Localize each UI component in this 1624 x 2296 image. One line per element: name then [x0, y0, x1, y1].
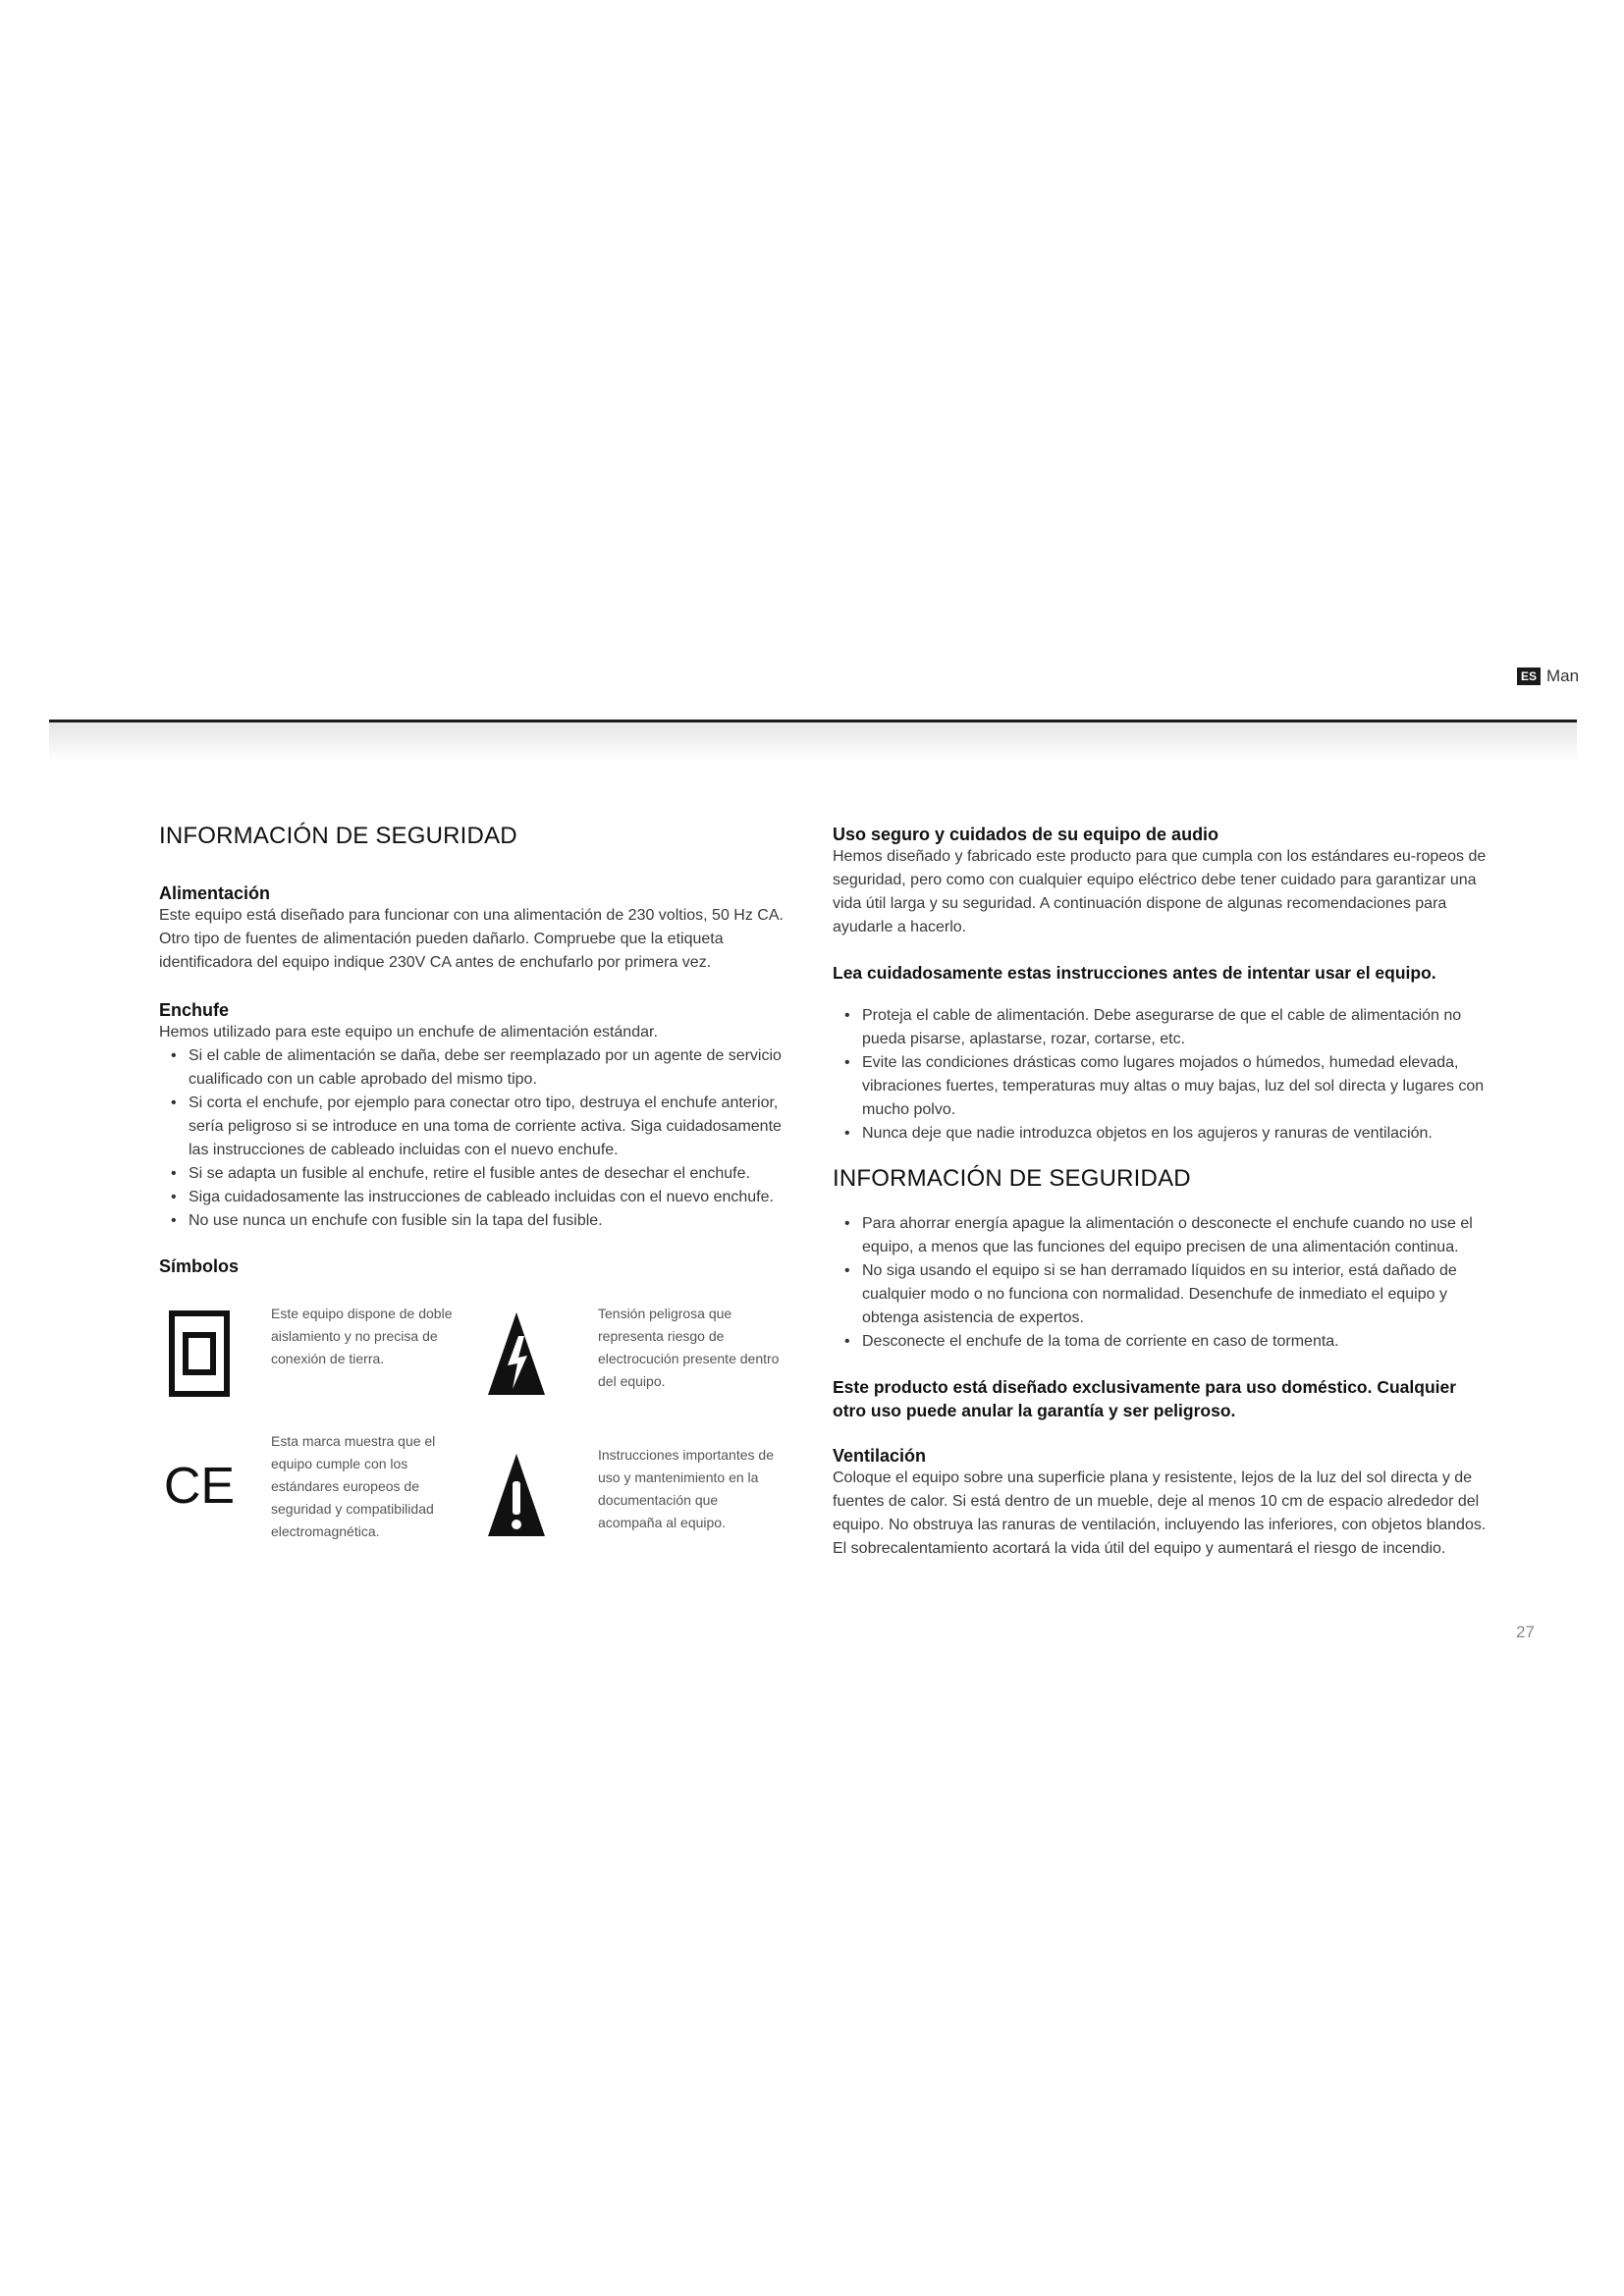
safety-list — [833, 1212, 1490, 1354]
list-item: • Desconecte el enchufe de la toma de corriente en caso de tormenta. — [833, 1330, 1490, 1354]
list-item: • Nunca deje que nadie introduzca objetos en los agujeros y ranuras de ventilación. — [833, 1122, 1490, 1146]
symbol-ce — [163, 1430, 458, 1543]
care-list — [833, 1004, 1490, 1146]
safety-title: INFORMACIÓN DE SEGURIDAD — [159, 823, 517, 849]
lea-instruction: Lea cuidadosamente estas instrucciones antes de intentar usar el equipo. — [833, 963, 1436, 983]
page-number: 27 — [1516, 1623, 1535, 1641]
symbol-instructions — [486, 1444, 785, 1538]
alimentacion-heading: Alimentación — [159, 883, 271, 903]
alimentacion-text: Este equipo está diseñado para funcionar con una alimentación de 230 voltios, 50 Hz CA. Otro tipo de fuentes de alimentación pueden dañarlo. Compruebe que la etiqueta identificadora del equipo indique 230V CA antes de enchufarlo por primera vez. — [159, 907, 784, 971]
language-tag — [1517, 667, 1579, 686]
list-item: • Proteja el cable de alimentación. Debe asegurarse de que el cable de alimentación no pueda pisarse, aplastarse, rozar, cortarse, etc. — [833, 1004, 1490, 1051]
manual-label: Man — [1546, 667, 1580, 685]
symbol-voltage — [486, 1303, 785, 1397]
uso-heading: Uso seguro y cuidados de su equipo de audio — [833, 825, 1219, 844]
right-column — [833, 825, 1490, 1561]
domestic-use-notice: Este producto está diseñado exclusivamente para uso doméstico. Cualquier otro uso puede anular la garantía y ser peligroso. — [833, 1377, 1457, 1420]
ce-text: Esta marca muestra que el equipo cumple con los estándares europeos de seguridad y compatibilidad electromagnética. — [271, 1433, 436, 1539]
list-item: • Siga cuidadosamente las instrucciones de cableado incluidas con el nuevo enchufe. — [159, 1186, 787, 1209]
warning-instructions-icon — [486, 1452, 547, 1538]
list-item: • No use nunca un enchufe con fusible sin la tapa del fusible. — [159, 1209, 787, 1233]
list-item: • No siga usando el equipo si se han derramado líquidos en su interior, está dañado de cualquier modo o no funciona con normalidad. Desenchufe de inmediato el equipo y obtenga asistencia de expertos. — [833, 1259, 1490, 1330]
high-voltage-icon — [486, 1310, 547, 1397]
voltage-text: Tensión peligrosa que representa riesgo de electrocución presente dentro del equipo. — [598, 1306, 780, 1389]
header-rule-shadow — [49, 722, 1577, 762]
enchufe-list — [159, 1044, 787, 1233]
ventilacion-heading: Ventilación — [833, 1446, 927, 1466]
instructions-text: Instrucciones importantes de uso y mantenimiento en la documentación que acompaña al equipo. — [598, 1447, 774, 1530]
list-item: • Para ahorrar energía apague la alimentación o desconecte el enchufe cuando no use el equipo, a menos que las funciones del equipo precisen de una alimentación continua. — [833, 1212, 1490, 1259]
enchufe-heading: Enchufe — [159, 1000, 230, 1020]
symbols-grid — [159, 1301, 787, 1556]
list-item: • Evite las condiciones drásticas como lugares mojados o húmedos, humedad elevada, vibraciones fuertes, temperaturas muy altas o muy bajas, luz del sol directa y lugares con mucho polvo. — [833, 1051, 1490, 1122]
left-column — [159, 823, 787, 1556]
list-item: • Si corta el enchufe, por ejemplo para conectar otro tipo, destruya el enchufe anterior, sería peligroso si se introduce en una toma de corriente activa. Siga cuidadosamente las instrucciones de cableado incluidas con el nuevo enchufe. — [159, 1092, 787, 1162]
double-insulation-text: Este equipo dispone de doble aislamiento y no precisa de conexión de tierra. — [271, 1306, 453, 1366]
ce-mark-icon — [163, 1442, 236, 1528]
double-insulation-icon — [169, 1310, 230, 1397]
list-item: • Si el cable de alimentación se daña, debe ser reemplazado por un agente de servicio cualificado con un cable aprobado del mismo tipo. — [159, 1044, 787, 1092]
uso-text: Hemos diseñado y fabricado este producto para que cumpla con los estándares eu-ropeos de seguridad, pero como con cualquier equipo eléctrico debe tener cuidado para garantizar una vida útil larga y su seguridad. A continuación dispone de algunas recomendaciones para ayudarle a hacerlo. — [833, 848, 1487, 935]
ventilacion-text: Coloque el equipo sobre una superficie plana y resistente, lejos de la luz del sol directa y de fuentes de calor. Si está dentro de un mueble, deje al menos 10 cm de espacio alrededor del equipo. No obstruya las ranuras de ventilación, incluyendo las inferiores, con objetos blandos. El sobrecalentamiento acortará la vida útil del equipo y aumentará el riesgo de incendio. — [833, 1469, 1487, 1557]
language-badge: ES — [1517, 667, 1541, 685]
safety-title-2: INFORMACIÓN DE SEGURIDAD — [833, 1165, 1191, 1192]
symbol-double-insulation — [169, 1303, 458, 1397]
list-item: • Si se adapta un fusible al enchufe, retire el fusible antes de desechar el enchufe. — [159, 1162, 787, 1186]
simbolos-heading: Símbolos — [159, 1256, 240, 1276]
enchufe-intro: Hemos utilizado para este equipo un enchufe de alimentación estándar. — [159, 1024, 658, 1041]
svg-text:CE: CE — [163, 1458, 236, 1515]
